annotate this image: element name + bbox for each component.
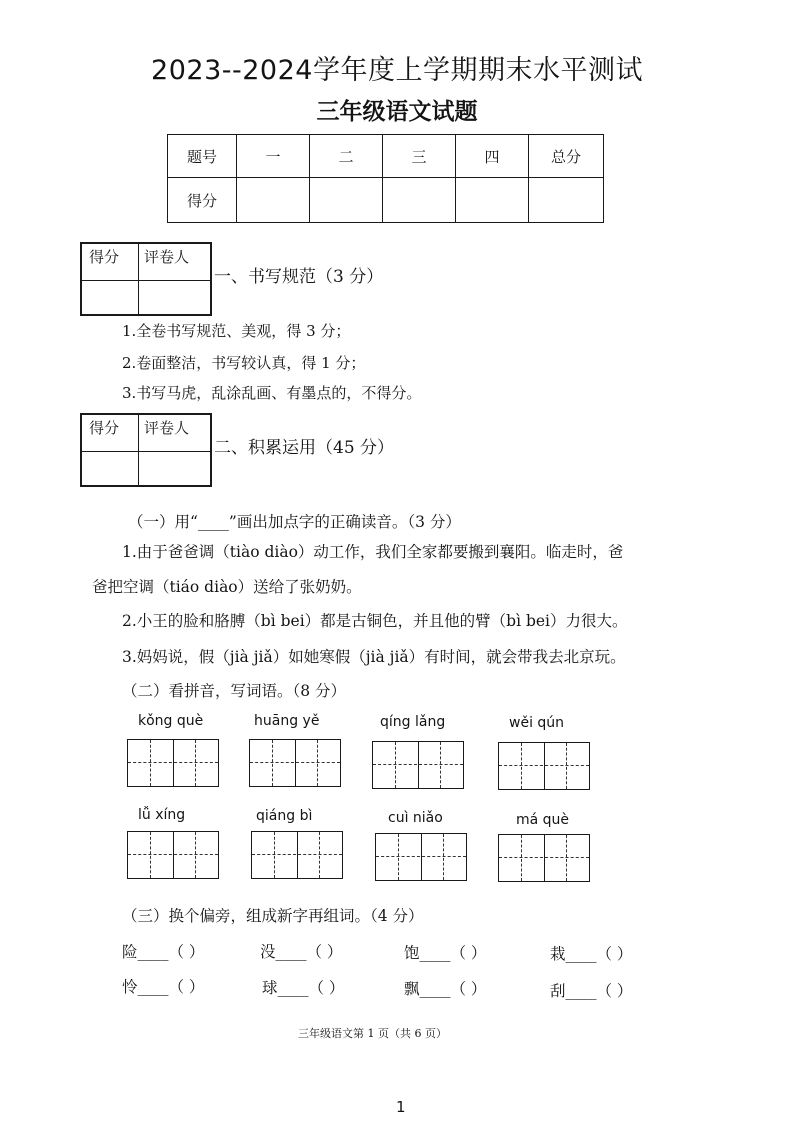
score-table-cell [383, 178, 456, 223]
pinyin-label: qíng lǎng [380, 714, 446, 730]
radical-item: 栽____（ ） [550, 945, 633, 963]
score-table-cell [310, 178, 383, 223]
grader-box-score-label: 得分 [89, 248, 120, 266]
radical-item: 球____（ ） [262, 979, 345, 997]
writing-grid[interactable] [375, 833, 467, 881]
part3-instruction: （三）换个偏旁，组成新字再组词。（4 分） [122, 907, 424, 925]
pinyin-label: wěi qún [509, 715, 565, 731]
score-table [167, 134, 604, 223]
grader-box-score-label: 得分 [89, 419, 120, 437]
writing-grid[interactable] [127, 739, 219, 787]
exam-subtitle: 三年级语文试题 [316, 98, 478, 125]
section2-heading: 二、积累运用（45 分） [214, 438, 395, 458]
pinyin-label: huāng yě [254, 713, 320, 729]
grader-box [80, 413, 212, 487]
exam-title: 2023--2024学年度上学期期末水平测试 [151, 55, 643, 86]
page-number: 1 [396, 1098, 406, 1116]
rule-line: 3.书写马虎，乱涂乱画、有墨点的，不得分。 [122, 384, 422, 402]
pinyin-label: cuì niǎo [388, 810, 443, 826]
pinyin-label: má què [516, 812, 570, 828]
writing-grid[interactable] [372, 741, 464, 789]
page-footer-note: 三年级语文第 1 页（共 6 页） [298, 1027, 447, 1040]
score-table-cell: 二 [310, 135, 383, 178]
radical-item: 刮____（ ） [550, 982, 633, 1000]
score-table-cell [237, 178, 310, 223]
score-table-cell: 题号 [168, 135, 237, 178]
writing-grid[interactable] [498, 834, 590, 882]
score-table-cell: 一 [237, 135, 310, 178]
writing-grid[interactable] [249, 739, 341, 787]
writing-grid[interactable] [498, 742, 590, 790]
rule-line: 2.卷面整洁，书写较认真，得 1 分； [122, 354, 366, 372]
question-line: 2.小王的脸和胳膊（bì bei）都是古铜色，并且他的臂（bì bei）力很大。 [122, 612, 628, 630]
score-table-cell: 四 [456, 135, 529, 178]
part1-instruction: （一）用“____”画出加点字的正确读音。（3 分） [128, 513, 461, 531]
radical-item: 飘____（ ） [404, 980, 487, 998]
score-table-cell: 总分 [529, 135, 604, 178]
rule-line: 1.全卷书写规范、美观，得 3 分； [122, 322, 351, 340]
score-table-cell: 得分 [168, 178, 237, 223]
section1-heading: 一、书写规范（3 分） [214, 267, 384, 287]
writing-grid[interactable] [127, 831, 219, 879]
question-line: 1.由于爸爸调（tiào diào）动工作，我们全家都要搬到襄阳。临走时，爸 [122, 543, 624, 561]
grader-box-grader-label: 评卷人 [144, 248, 190, 266]
pinyin-label: kǒng què [138, 713, 204, 729]
radical-item: 怜____（ ） [122, 978, 205, 996]
grader-box-grader-label: 评卷人 [144, 419, 190, 437]
radical-item: 没____（ ） [260, 943, 343, 961]
question-line: 爸把空调（tiáo diào）送给了张奶奶。 [92, 578, 362, 596]
radical-item: 饱____（ ） [404, 944, 487, 962]
pinyin-label: qiáng bì [256, 808, 313, 824]
score-table-cell [529, 178, 604, 223]
grader-box [80, 242, 212, 316]
question-line: 3.妈妈说，假（jià jiǎ）如她寒假（jià jiǎ）有时间，就会带我去北京玩。 [122, 648, 626, 666]
pinyin-label: lǚ xíng [138, 807, 186, 823]
radical-item: 险____（ ） [122, 943, 205, 961]
score-table-cell: 三 [383, 135, 456, 178]
writing-grid[interactable] [251, 831, 343, 879]
part2-instruction: （二）看拼音，写词语。（8 分） [122, 682, 347, 700]
score-table-cell [456, 178, 529, 223]
